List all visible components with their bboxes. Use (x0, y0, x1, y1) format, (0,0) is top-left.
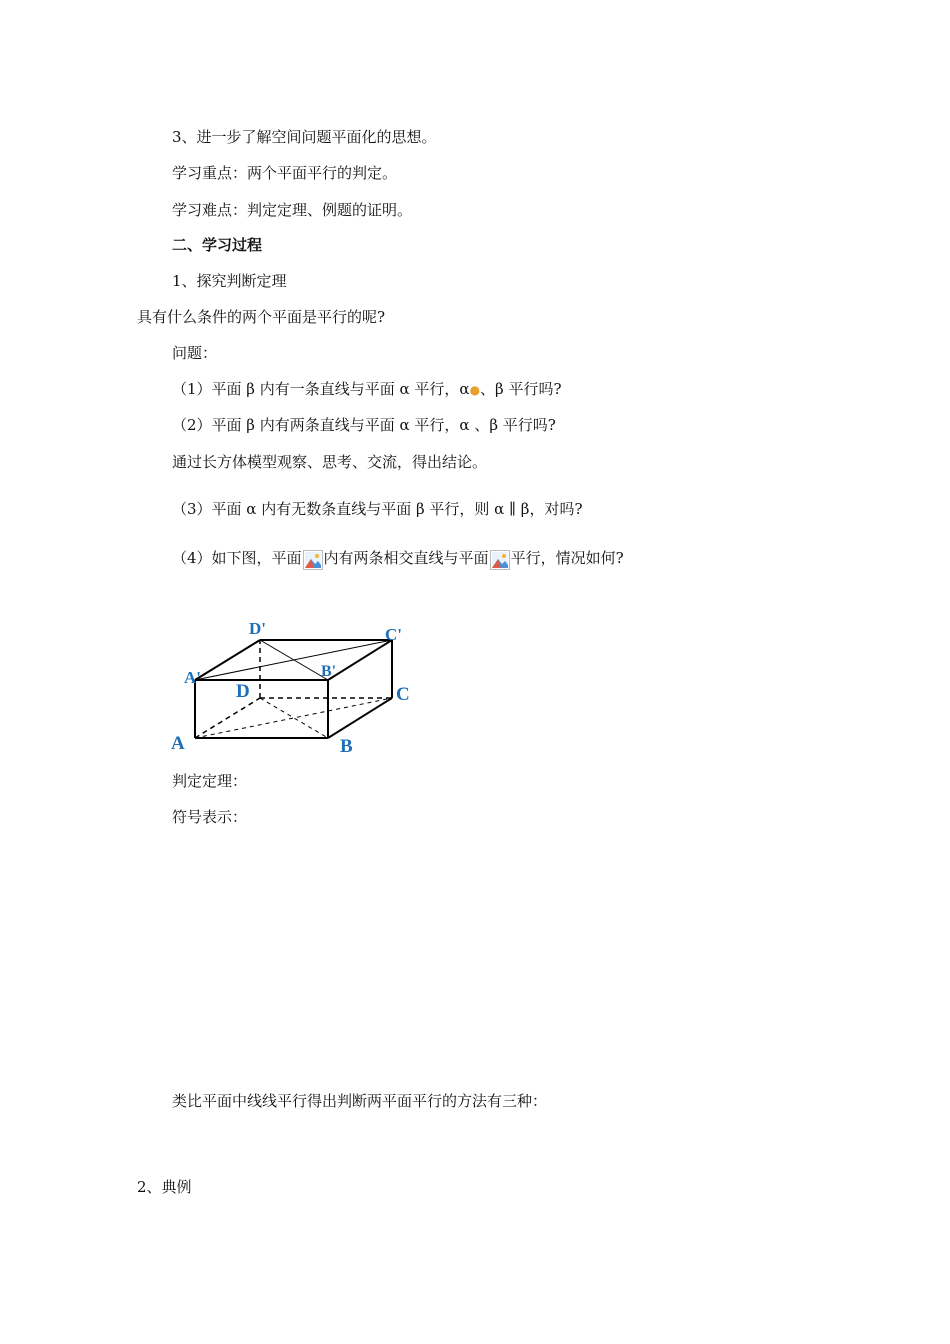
edge-d1-a1 (195, 640, 260, 680)
image-placeholder-icon (303, 548, 323, 570)
question-4-text-a: （4）如下图，平面 (172, 549, 302, 567)
observe-conclude: 通过长方体模型观察、思考、交流，得出结论。 (172, 453, 488, 471)
vertex-label-a1: A' (184, 668, 201, 687)
key-point: 学习重点：两个平面平行的判定。 (172, 164, 398, 182)
hidden-diag-d-b (260, 698, 328, 738)
question-2: （2）平面 β 内有两条直线与平面 α 平行，α 、β 平行吗? (172, 416, 556, 434)
vertex-label-d1: D' (249, 619, 266, 638)
question-1-text-b: 、β 平行吗? (480, 380, 562, 398)
section-heading-learning-process: 二、学习过程 (172, 236, 263, 254)
diag-d1-b1 (260, 640, 328, 680)
question-1-text-a: （1）平面 β 内有一条直线与平面 α 平行，α (172, 380, 470, 398)
orange-dot-mark: ● (469, 383, 481, 397)
question-3: （3）平面 α 内有无数条直线与平面 β 平行，则 α ∥ β，对吗? (172, 500, 583, 518)
hidden-diag-a-c (195, 698, 392, 738)
vertex-label-c: C (396, 684, 410, 705)
analogy-methods: 类比平面中线线平行得出判断两平面平行的方法有三种： (172, 1092, 548, 1110)
lead-question: 具有什么条件的两个平面是平行的呢? (137, 308, 386, 326)
hidden-a-d (195, 698, 260, 738)
question-4-text-c: 平行，情况如何? (510, 549, 624, 567)
vertex-label-d: D (236, 681, 250, 702)
symbol-notation-label: 符号表示： (172, 808, 248, 826)
vertex-label-a: A (171, 733, 185, 754)
subsection-examples: 2、典例 (137, 1178, 192, 1196)
objective-3: 3、进一步了解空间问题平面化的思想。 (172, 128, 437, 146)
question-4 (172, 548, 624, 570)
question-1 (172, 379, 562, 400)
difficult-point: 学习难点：判定定理、例题的证明。 (172, 201, 413, 219)
questions-label: 问题： (172, 344, 218, 362)
vertex-label-b: B (340, 736, 353, 757)
theorem-label: 判定定理： (172, 772, 248, 790)
cuboid-figure (160, 612, 420, 762)
question-4-text-b: 内有两条相交直线与平面 (323, 549, 489, 567)
image-placeholder-icon (490, 548, 510, 570)
vertex-label-c1: C' (385, 625, 402, 644)
subsection-explore-theorem: 1、探究判断定理 (172, 272, 287, 290)
vertex-label-b1: B' (321, 663, 337, 680)
